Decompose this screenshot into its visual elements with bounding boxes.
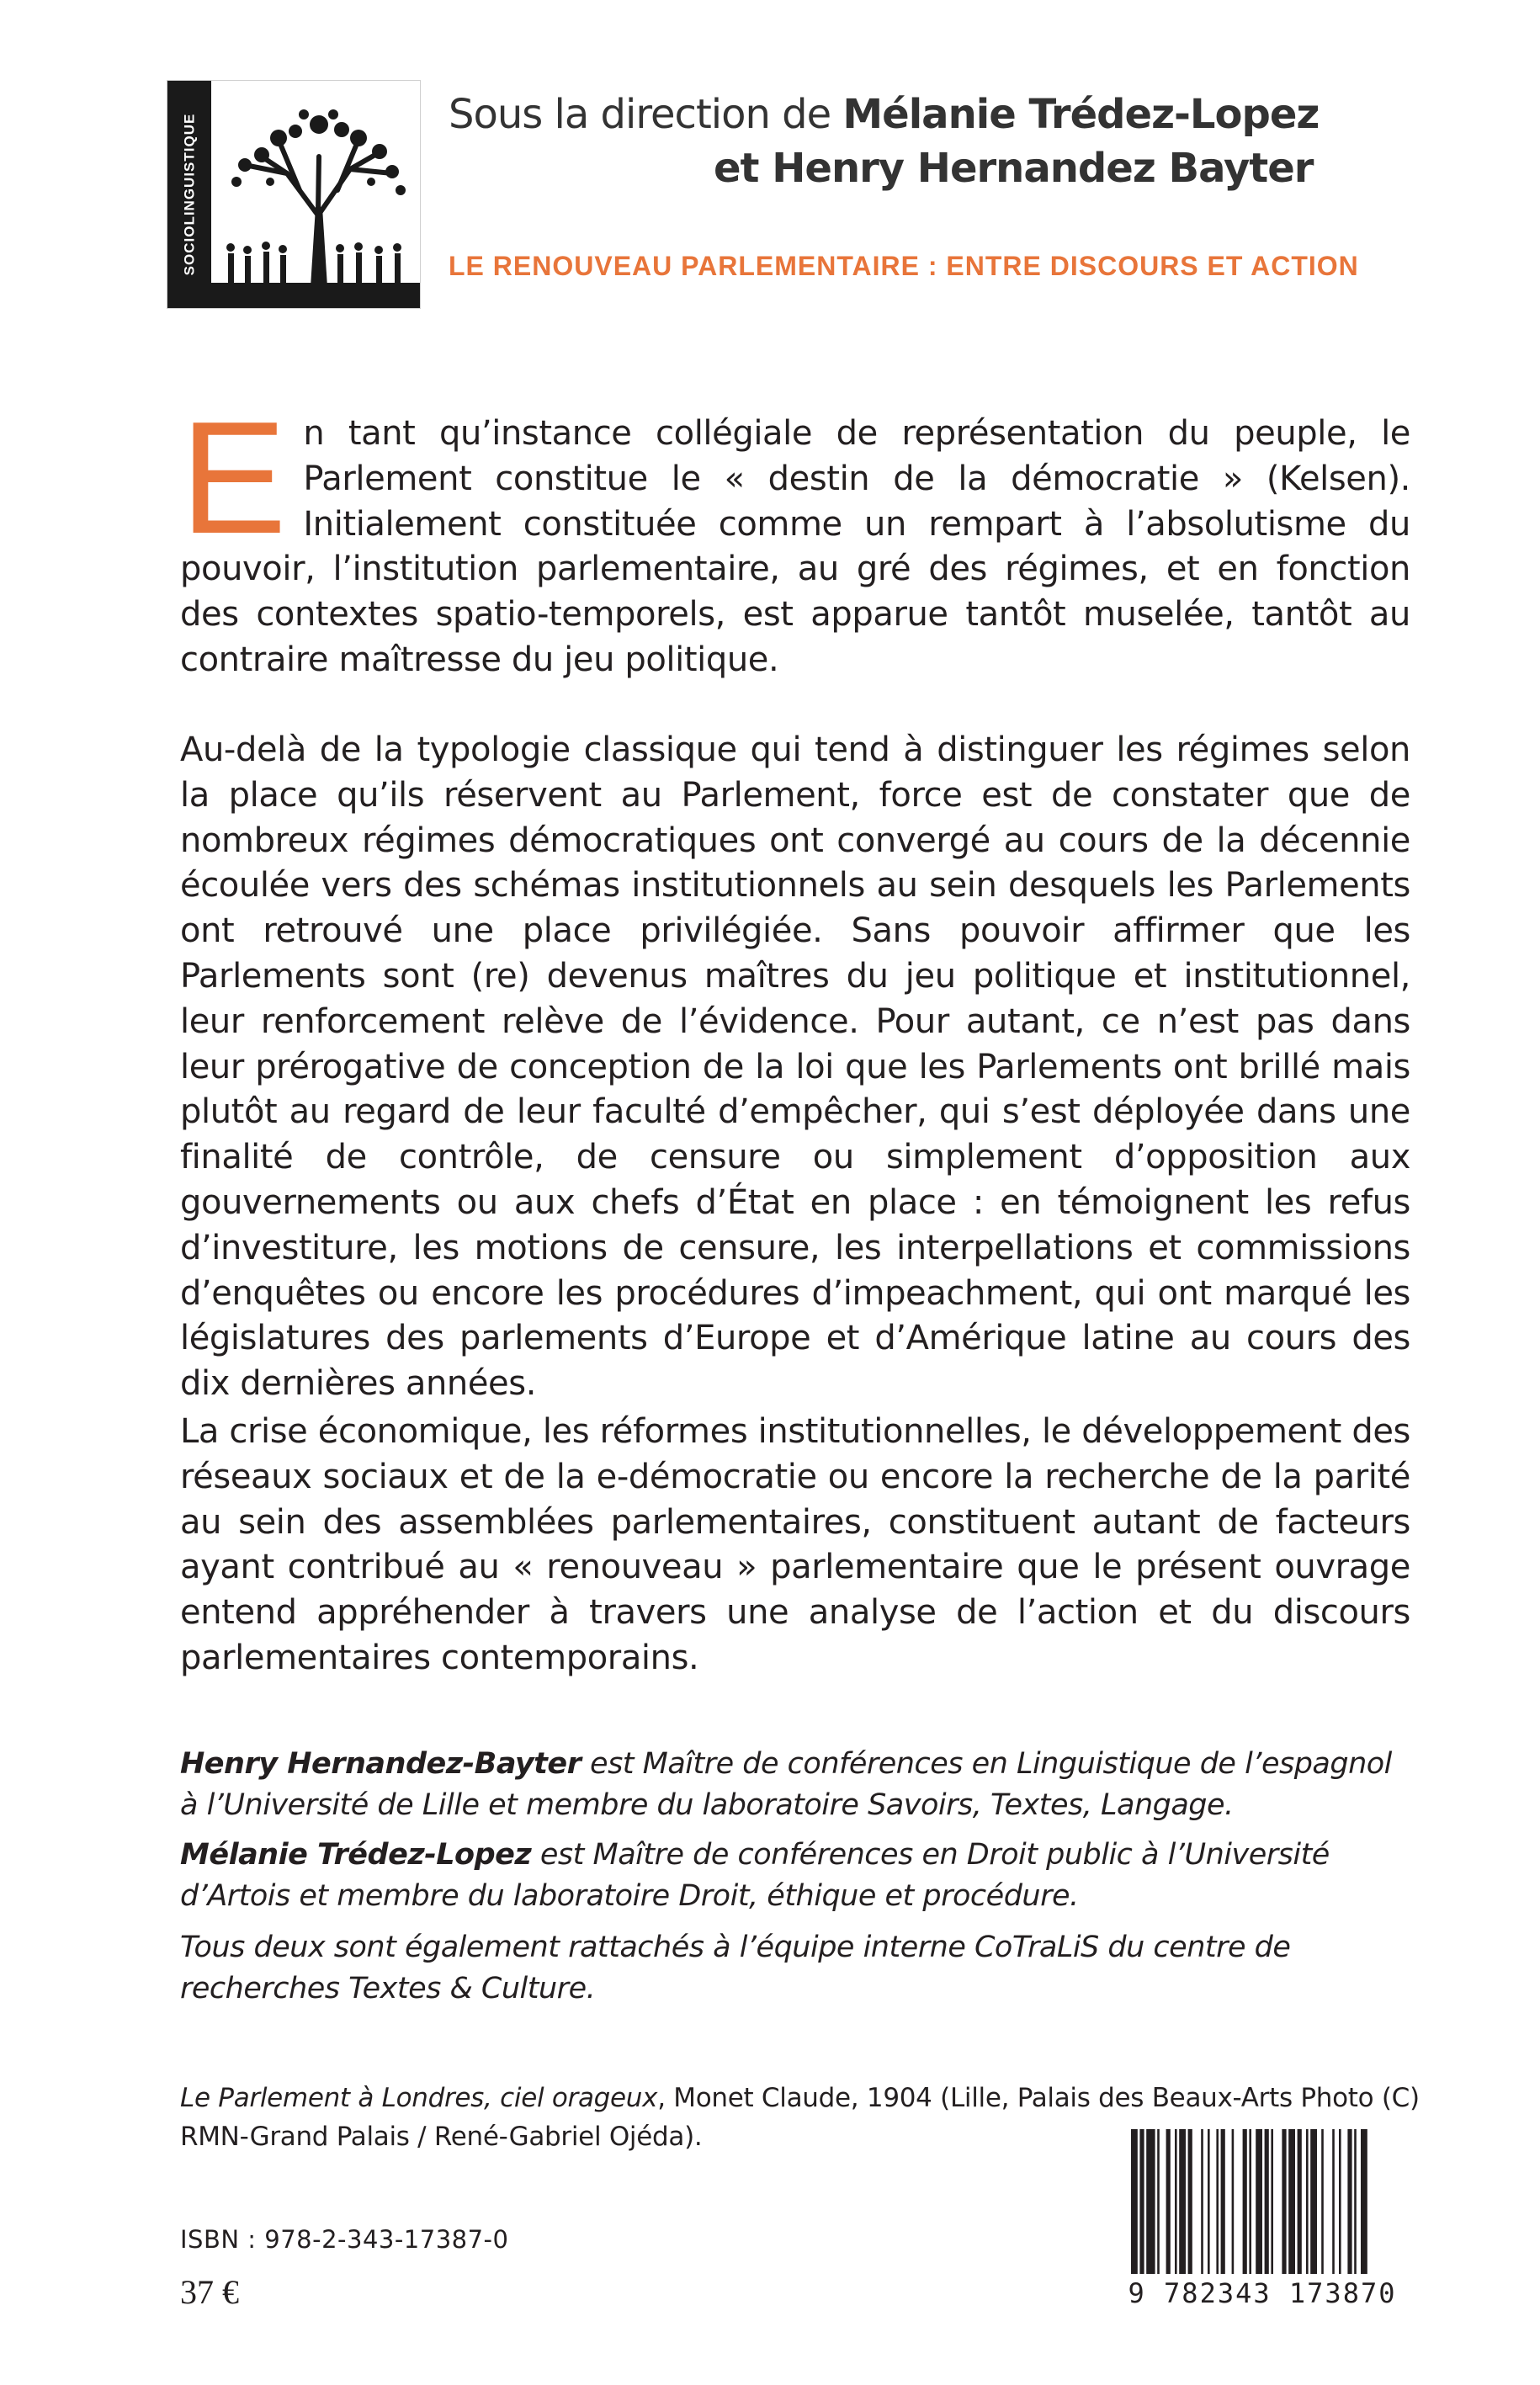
- isbn: ISBN : 978-2-343-17387-0: [180, 2225, 509, 2254]
- paragraph-1: [180, 389, 1410, 683]
- drop-cap: E: [180, 389, 287, 567]
- paragraph-1-text: n tant qu’instance collégiale de représentation du peuple, le Parlement constitue le « destin de la démocratie » (Kelsen). Initialement constituée comme un rempart à l’absolutisme du pouvoir, l’institution parlementaire, au gré des régimes, et en fonction des contextes spatio-temporels, est apparue tantôt muselée, tantôt au contraire maîtresse du jeu politique.: [180, 414, 1410, 679]
- bio-both: Tous deux sont également rattachés à l’équipe interne CoTraLiS du centre de recherches Textes & Culture.: [180, 1931, 1291, 2005]
- bio-1-text: est Maître de conférences en Linguistique de l’espagnol à l’Université de Lille et membre du laboratoire Savoirs, Textes, Langage.: [180, 1747, 1392, 1822]
- barcode-bars-icon: [1119, 2126, 1405, 2277]
- paragraph-3: La crise économique, les réformes institutionnelles, le développement des réseaux sociaux et de la e-démocratie ou encore la recherche de la parité au sein des assemblées parlementaires, constituent autant de facteurs ayant contribué au « renouveau » parlementaire que le présent ouvrage entend appréhender à travers une analyse de l’action et du discours parlementaires contemporains.: [180, 1412, 1410, 1677]
- direction-lead: Sous la direction de: [449, 91, 843, 138]
- bio-tredez: [180, 1835, 1410, 1917]
- price: 37 €: [180, 2273, 239, 2311]
- credit-details: , Monet Claude, 1904 (Lille, Palais des Beaux-Arts Photo (C) RMN-Grand Palais / René-Gabriel Ojéda).: [180, 2083, 1420, 2152]
- bio-2-name: Mélanie Trédez-Lopez: [180, 1838, 532, 1872]
- bio-1-name: Henry Hernandez-Bayter: [180, 1747, 581, 1781]
- bio-hernandez: [180, 1744, 1410, 1826]
- book-title: LE RENOUVEAU PARLEMENTAIRE : ENTRE DISCOURS ET ACTION: [449, 251, 1359, 281]
- series-label-bar: [167, 81, 211, 308]
- series-label: SOCIOLINGUISTIQUE: [181, 113, 197, 276]
- barcode: [1119, 2126, 1405, 2309]
- editor-1-name: Mélanie Trédez-Lopez: [842, 91, 1320, 138]
- paragraph-2: Au-delà de la typologie classique qui tend à distinguer les régimes selon la place qu’ils réservent au Parlement, force est de constater que de nombreux régimes démocratiques ont convergé au cours de la décennie écoulée vers des schémas institutionnels au sein desquels les Parlements ont retrouvé une place privilégiée. Sans pouvoir affirmer que les Parlements sont (re) devenus maîtres du jeu politique et institutionnel, leur renforcement relève de l’évidence. Pour autant, ce n’est pas dans leur prérogative de conception de la loi que les Parlements ont brillé mais plutôt au regard de leur faculté d’empêcher, qui s’est déployée dans une finalité de contrôle, de censure ou simplement d’opposition aux gouvernements ou aux chefs d’État en place : en témoignent les refus d’investiture, les motions de censure, les interpellations et commissions d’enquêtes ou encore les procédures d’impeachment, qui ont marqué les législatures des parlements d’Europe et d’Amérique latine au cours des dix dernières années.: [180, 730, 1410, 1404]
- editor-2-name: et Henry Hernandez Bayter: [714, 145, 1314, 192]
- tree-people-icon: [211, 81, 420, 308]
- barcode-digits: 9 782343 173870: [1128, 2277, 1397, 2309]
- credit-work-title: Le Parlement à Londres, ciel orageux: [180, 2083, 658, 2113]
- series-logo: [167, 80, 421, 309]
- editors-line-1: [449, 91, 1319, 138]
- bio-2-text: est Maître de conférences en Droit public à l’Université d’Artois et membre du laboratoire Droit, éthique et procédure.: [180, 1838, 1330, 1913]
